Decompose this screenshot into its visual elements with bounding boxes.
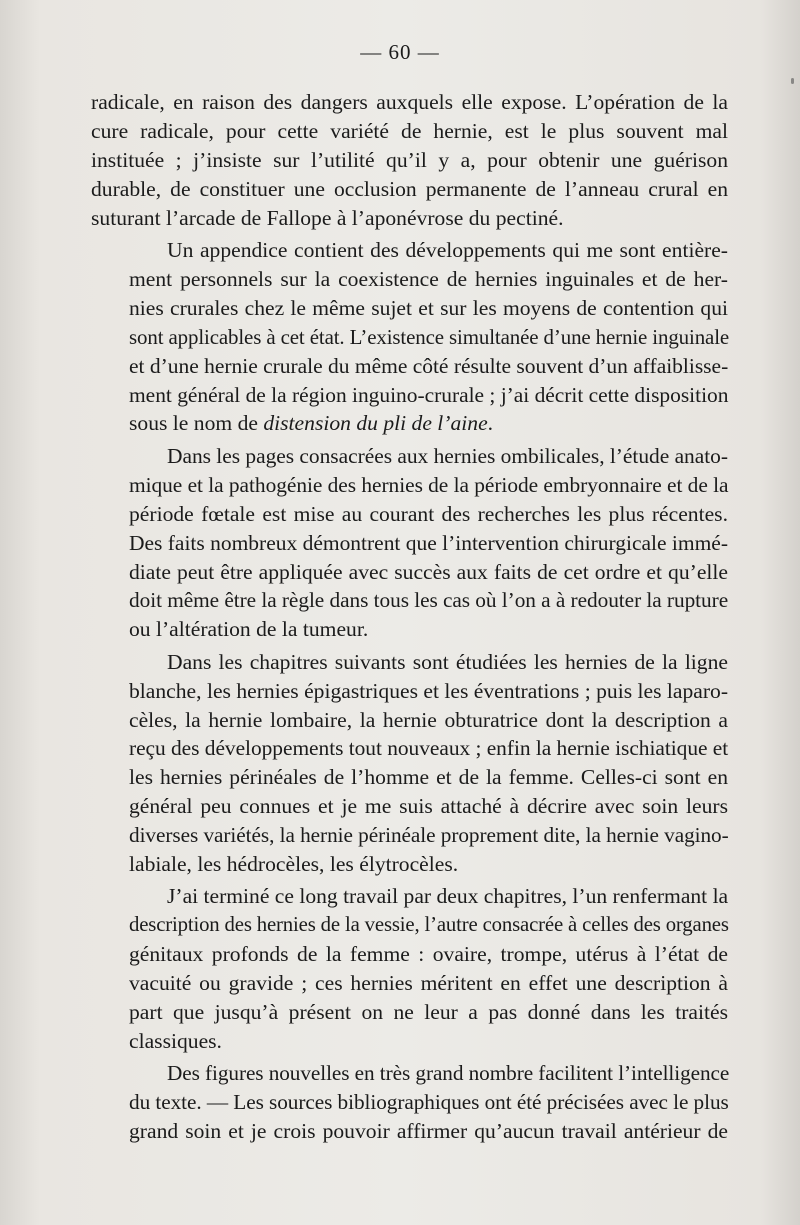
text-line: Des faits nombreux démontrent que l’intervention chirurgicale immé- xyxy=(129,530,728,555)
text-line: cure radicale, pour cette variété de hernie, est le plus souvent mal xyxy=(91,118,728,143)
text-line: Des figures nouvelles en très grand nombre facilitent l’intelligence xyxy=(167,1061,730,1086)
paragraph-5 xyxy=(91,882,728,1055)
text-line: ment personnels sur la coexistence de hernies inguinales et de her- xyxy=(129,266,728,291)
text-line: instituée ; j’insiste sur l’utilité qu’il y a, pour obtenir une guérison xyxy=(91,147,728,172)
paragraph-3 xyxy=(91,442,728,644)
text-line: durable, de constituer une occlusion permanente de l’anneau crural en xyxy=(91,176,728,201)
text-line: période fœtale est mise au courant des recherches les plus récentes. xyxy=(129,501,728,526)
text-line: J’ai terminé ce long travail par deux chapitres, l’un renfermant la xyxy=(167,884,729,909)
text-line: ou l’altération de la tumeur. xyxy=(129,617,369,642)
text-line: Un appendice contient des développements qui me sont entière- xyxy=(167,238,728,263)
text-line: général peu connues et je me suis attaché à décrire avec soin leurs xyxy=(129,794,728,819)
text-line: génitaux profonds de la femme : ovaire, trompe, utérus à l’état de xyxy=(129,942,728,967)
text-line: grand soin et je crois pouvoir affirmer qu’aucun travail antérieur de xyxy=(129,1119,728,1144)
text-line: labiale, les hédrocèles, les élytrocèles. xyxy=(129,852,459,877)
text-fragment: sous le nom de xyxy=(129,411,264,436)
body-text xyxy=(91,88,728,1146)
text-line: suturant l’arcade de Fallope à l’aponévrose du pectiné. xyxy=(91,205,564,230)
text-line: nies crurales chez le même sujet et sur les moyens de contention qui xyxy=(129,295,728,320)
text-line: vacuité ou gravide ; ces hernies méritent en effet une description à xyxy=(129,971,728,996)
text-line xyxy=(91,409,728,438)
text-line: part que jusqu’à présent on ne leur a pas donné dans les traités xyxy=(129,1000,728,1025)
text-line: radicale, en raison des dangers auxquels elle expose. L’opération de la xyxy=(91,90,728,114)
text-line: et d’une hernie crurale du même côté résulte souvent d’un affaiblisse- xyxy=(129,353,729,378)
text-line: blanche, les hernies épigastriques et les éventrations ; puis les laparo- xyxy=(129,678,729,703)
text-line: classiques. xyxy=(129,1029,222,1053)
text-line: sont applicables à cet état. L’existence simultanée d’une hernie inguinale xyxy=(129,324,730,349)
text-line: mique et la pathogénie des hernies de la période embryonnaire et de la xyxy=(129,472,729,497)
text-line: doit même être la règle dans tous les cas où l’on a à redouter la rupture xyxy=(129,588,729,613)
text-fragment: . xyxy=(487,411,494,436)
text-line: Dans les chapitres suivants sont étudiées les hernies de la ligne xyxy=(167,649,728,674)
paragraph-1 xyxy=(91,88,728,233)
text-line: diate peut être appliquée avec succès aux faits de cet ordre et qu’elle xyxy=(129,559,728,584)
text-line: diverses variétés, la hernie périnéale proprement dite, la hernie vagino- xyxy=(129,823,729,848)
text-line: ment général de la région inguino-crurale ; j’ai décrit cette disposition xyxy=(129,382,729,407)
text-line: du texte. — Les sources bibliographiques ont été précisées avec le plus xyxy=(129,1090,729,1115)
paragraph-2 xyxy=(91,236,728,438)
text-line: cèles, la hernie lombaire, la hernie obturatrice dont la description a xyxy=(129,707,728,732)
scan-edge-mark xyxy=(791,78,794,84)
paragraph-4 xyxy=(91,648,728,879)
text-line: les hernies périnéales de l’homme et de la femme. Celles-ci sont en xyxy=(129,765,728,790)
page-number: — 60 — xyxy=(360,40,440,64)
italic-term: distension du pli de l’aine xyxy=(263,411,488,436)
text-line: reçu des développements tout nouveaux ; enfin la hernie ischiatique et xyxy=(129,736,729,761)
text-line: description des hernies de la vessie, l’autre consacrée à celles des organes xyxy=(129,913,729,937)
text-line: Dans les pages consacrées aux hernies ombilicales, l’étude anato- xyxy=(167,443,728,468)
paragraph-6 xyxy=(91,1059,728,1146)
